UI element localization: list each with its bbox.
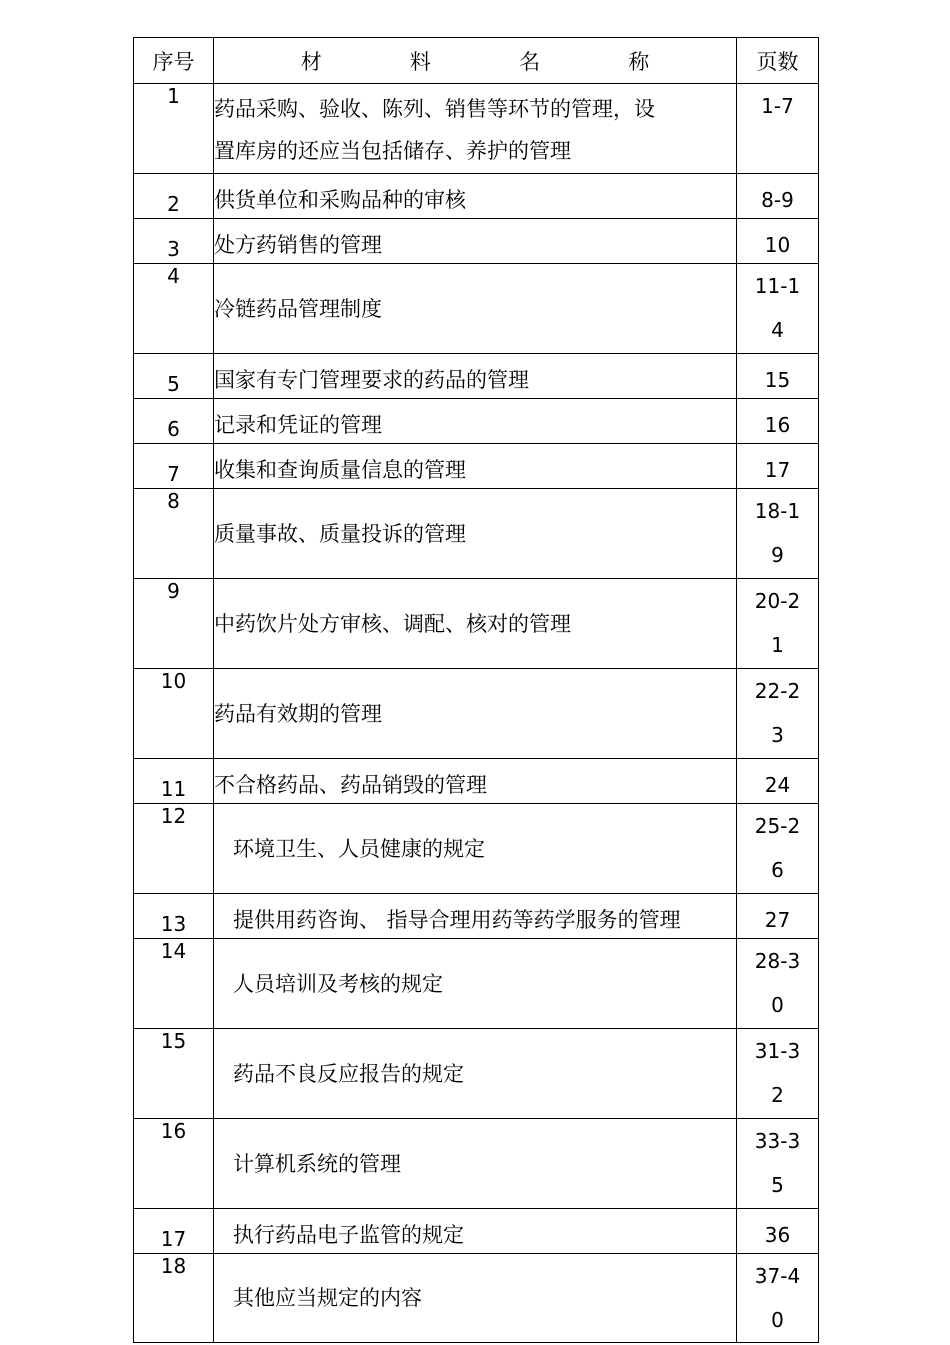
row-pages-line: 16	[764, 413, 791, 437]
header-name-text: 材 料 名 称	[300, 49, 683, 74]
table-row	[134, 174, 819, 219]
row-pages-line: 11-1	[754, 274, 801, 298]
row-title	[214, 1254, 737, 1343]
row-title-line: 收集和查询质量信息的管理	[214, 458, 466, 482]
row-title	[214, 894, 737, 939]
row-title-line: 置库房的还应当包括储存、养护的管理	[214, 139, 571, 163]
row-pages	[737, 354, 819, 399]
table-row	[134, 579, 819, 669]
row-pages-line: 18-1	[754, 499, 801, 523]
table-row	[134, 84, 819, 174]
toc-body	[134, 38, 819, 1343]
row-pages	[737, 174, 819, 219]
row-pages-line: 5	[771, 1173, 784, 1197]
row-pages	[737, 1254, 819, 1343]
row-pages	[737, 579, 819, 669]
row-pages	[737, 1119, 819, 1209]
row-number: 14	[134, 939, 214, 1029]
table-row	[134, 804, 819, 894]
row-title-line: 处方药销售的管理	[214, 233, 382, 257]
row-number: 1	[134, 84, 214, 174]
row-title-line: 药品采购、验收、陈列、销售等环节的管理，设	[214, 97, 655, 121]
table-row	[134, 759, 819, 804]
row-pages-line: 3	[771, 723, 784, 747]
row-pages-line: 24	[764, 773, 791, 797]
row-title-line: 计算机系统的管理	[233, 1151, 401, 1176]
row-title-line: 药品有效期的管理	[214, 701, 382, 726]
row-title	[214, 84, 737, 174]
table-row	[134, 894, 819, 939]
row-pages-line: 25-2	[754, 814, 801, 838]
row-title	[214, 1209, 737, 1254]
row-pages	[737, 399, 819, 444]
row-number: 16	[134, 1119, 214, 1209]
row-pages-line: 1-7	[761, 94, 794, 118]
header-no: 序号	[134, 38, 214, 84]
table-row	[134, 264, 819, 354]
row-pages-line: 27	[764, 908, 791, 932]
table-row	[134, 669, 819, 759]
table-row	[134, 1119, 819, 1209]
row-pages	[737, 84, 819, 174]
row-pages-line: 6	[771, 858, 784, 882]
row-pages-line: 0	[771, 1308, 784, 1332]
row-title	[214, 399, 737, 444]
row-pages-line: 9	[771, 543, 784, 567]
row-pages	[737, 669, 819, 759]
row-number: 17	[134, 1209, 214, 1254]
row-pages	[737, 1029, 819, 1119]
row-title	[214, 804, 737, 894]
row-title	[214, 354, 737, 399]
row-number: 12	[134, 804, 214, 894]
row-pages-line: 10	[764, 233, 791, 257]
row-pages-line: 22-2	[754, 679, 801, 703]
row-pages-line: 31-3	[754, 1039, 801, 1063]
row-title	[214, 174, 737, 219]
row-number: 4	[134, 264, 214, 354]
row-pages	[737, 489, 819, 579]
row-number: 7	[134, 444, 214, 489]
row-title	[214, 1119, 737, 1209]
row-pages	[737, 219, 819, 264]
row-number: 9	[134, 579, 214, 669]
toc-table	[133, 37, 819, 1343]
row-number: 11	[134, 759, 214, 804]
row-number: 10	[134, 669, 214, 759]
row-title	[214, 579, 737, 669]
header-name	[214, 38, 737, 84]
row-title-line: 质量事故、质量投诉的管理	[214, 521, 466, 546]
table-row	[134, 354, 819, 399]
row-title-line: 不合格药品、药品销毁的管理	[214, 773, 487, 797]
row-number: 5	[134, 354, 214, 399]
table-row	[134, 939, 819, 1029]
row-number: 6	[134, 399, 214, 444]
row-pages-line: 15	[764, 368, 791, 392]
row-title	[214, 939, 737, 1029]
row-title-line: 药品不良反应报告的规定	[233, 1061, 464, 1086]
table-row	[134, 1209, 819, 1254]
row-number: 3	[134, 219, 214, 264]
table-row	[134, 1029, 819, 1119]
table-row	[134, 219, 819, 264]
row-title-line: 其他应当规定的内容	[233, 1286, 422, 1310]
row-pages-line: 17	[764, 458, 791, 482]
row-title	[214, 219, 737, 264]
row-pages-line: 2	[771, 1083, 784, 1107]
row-title-line: 供货单位和采购品种的审核	[214, 188, 466, 212]
row-pages	[737, 759, 819, 804]
row-title-line: 国家有专门管理要求的药品的管理	[214, 368, 529, 392]
row-pages	[737, 444, 819, 489]
row-pages-line: 28-3	[754, 949, 801, 973]
row-title	[214, 444, 737, 489]
row-pages-line: 1	[771, 633, 784, 657]
row-title-line: 冷链药品管理制度	[214, 296, 382, 321]
row-number: 8	[134, 489, 214, 579]
row-pages-line: 4	[771, 318, 784, 342]
table-row	[134, 444, 819, 489]
row-title-line: 中药饮片处方审核、调配、核对的管理	[214, 611, 571, 636]
row-title-line: 记录和凭证的管理	[214, 413, 382, 437]
row-title-line: 执行药品电子监管的规定	[233, 1223, 464, 1247]
table-row	[134, 399, 819, 444]
row-pages-line: 8-9	[761, 188, 794, 212]
row-title	[214, 759, 737, 804]
row-title	[214, 669, 737, 759]
row-pages	[737, 804, 819, 894]
table-row	[134, 489, 819, 579]
row-pages-line: 36	[764, 1223, 791, 1247]
row-pages-line: 37-4	[754, 1264, 801, 1288]
row-title-line: 人员培训及考核的规定	[233, 971, 443, 996]
row-pages	[737, 894, 819, 939]
row-title	[214, 264, 737, 354]
row-pages-line: 0	[771, 993, 784, 1017]
row-number: 2	[134, 174, 214, 219]
row-pages	[737, 1209, 819, 1254]
row-pages-line: 33-3	[754, 1129, 801, 1153]
row-pages-line: 20-2	[754, 589, 801, 613]
row-title-line: 环境卫生、人员健康的规定	[233, 836, 485, 861]
row-pages	[737, 939, 819, 1029]
row-title	[214, 489, 737, 579]
row-pages	[737, 264, 819, 354]
row-number: 18	[134, 1254, 214, 1343]
table-row	[134, 1254, 819, 1343]
row-title-line: 提供用药咨询、 指导合理用药等药学服务的管理	[233, 908, 681, 932]
row-number: 15	[134, 1029, 214, 1119]
row-title	[214, 1029, 737, 1119]
header-pages: 页数	[737, 38, 819, 84]
header-row	[134, 38, 819, 84]
row-number: 13	[134, 894, 214, 939]
